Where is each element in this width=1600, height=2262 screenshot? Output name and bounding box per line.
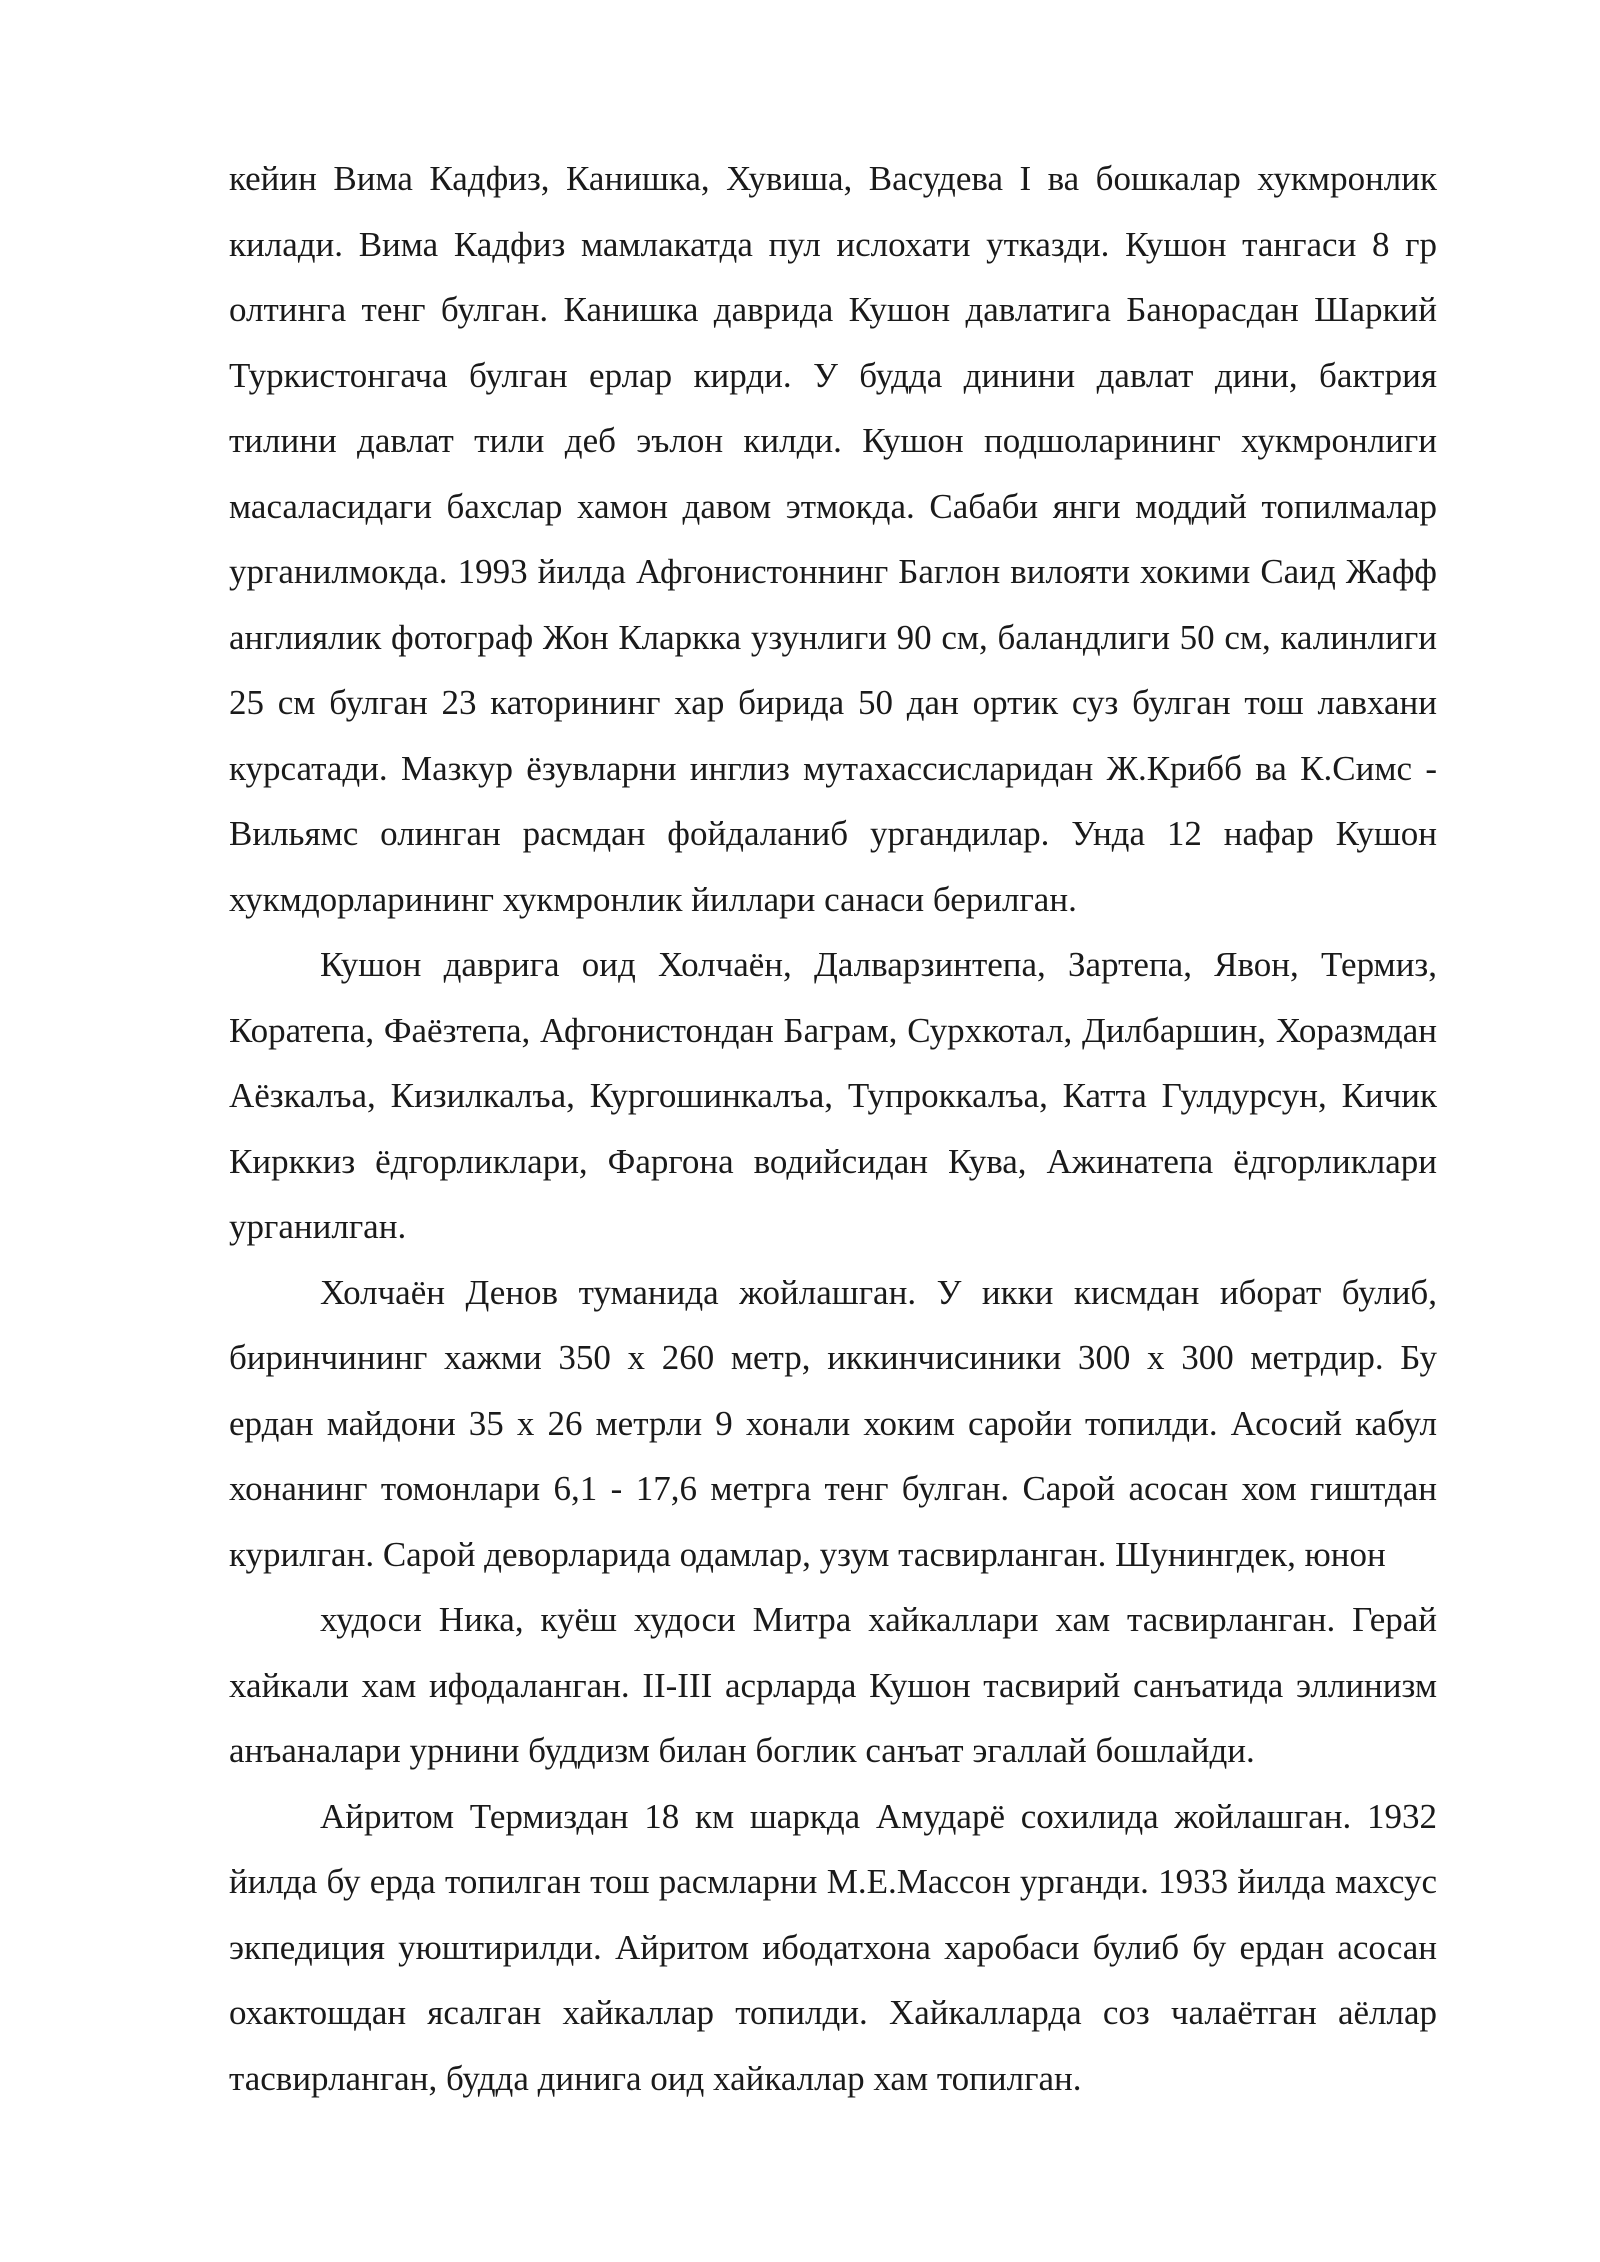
document-page	[229, 146, 1437, 2111]
paragraph-kushon-monuments: Кушон даврига оид Холчаён, Далварзинтепа, Зартепа, Явон, Термиз, Коратепа, Фаёзтепа, Афгонистондан Баграм, Сурхкотал, Дилбаршин, Хоразмдан Аёзкалъа, Кизилкалъа, Кургошинкалъа, Тупроккалъа, Катта Гулдурсун, Кичик Кирккиз ёдгорликлари, Фаргона водийсидан Кува, Ажинатепа ёдгорликлари урганилган.	[229, 945, 1437, 1246]
paragraph-kholchayon	[229, 1260, 1437, 1784]
paragraph-kushon-rulers: кейин Вима Кадфиз, Канишка, Хувиша, Васудева I ва бошкалар хукмронлик килади. Вима Кадфиз мамлакатда пул ислохати утказди. Кушон тангаси 8 гр олтинга тенг булган. Канишка даврида Кушон давлатига Банорасдан Шаркий Туркистонгача булган ерлар кирди. У будда динини давлат дини, бактрия тилини давлат тили деб эълон килди. Кушон подшоларининг хукмронлиги масаласидаги бахслар хамон давом этмокда. Сабаби янги моддий топилмалар урганилмокда. 1993 йилда Афгонистоннинг Баглон вилояти хокими Саид Жафф англиялик фотограф Жон Кларкка узунлиги 90 см, баландлиги 50 см, калинлиги 25 см булган 23 каторининг хар бирида 50 дан ортик суз булган тош лавхани курсатади. Мазкур ёзувларни инглиз мутахассисларидан Ж.Крибб ва К.Симс - Вильямс олинган расмдан фойдаланиб ургандилар. Унда 12 нафар Кушон хукмдорларининг хукмронлик йиллари санаси берилган.	[229, 159, 1437, 919]
paragraph-ayritom: Айритом Термиздан 18 км шаркда Амударё сохилида жойлашган. 1932 йилда бу ерда топилган тош расмларни М.Е.Массон урганди. 1933 йилда махсус экпедиция уюштирилди. Айритом ибодатхона харобаси булиб бу ердан асосан охактошдан ясалган хайкаллар топилди. Хайкалларда соз чалаётган аёллар тасвирланган, будда динига оид хайкаллар хам топилган.	[229, 1796, 1437, 2098]
paragraph-kholchayon-text: Холчаён Денов туманида жойлашган. У икки кисмдан иборат булиб, биринчининг хажми 350 х 260 метр, иккинчисиники 300 х 300 метрдир. Бу ердан майдони 35 х 26 метрли 9 хонали хоким саройи топилди. Асосий кабул хонанинг томонлари 6,1 - 17,6 метрга тенг булган. Сарой асосан хом гиштдан курилган. Сарой деворларида одамлар, узум тасвирланган. Шунингдек, юнон	[229, 1272, 1437, 1574]
paragraph-kholchayon-continuation: худоси Ника, куёш худоси Митра хайкаллари хам тасвирланган. Герай хайкали хам ифодаланган. II-III асрларда Кушон тасвирий санъатида эллинизм анъаналари урнини буддизм билан боглик санъат эгаллай бошлайди.	[229, 1600, 1437, 1770]
